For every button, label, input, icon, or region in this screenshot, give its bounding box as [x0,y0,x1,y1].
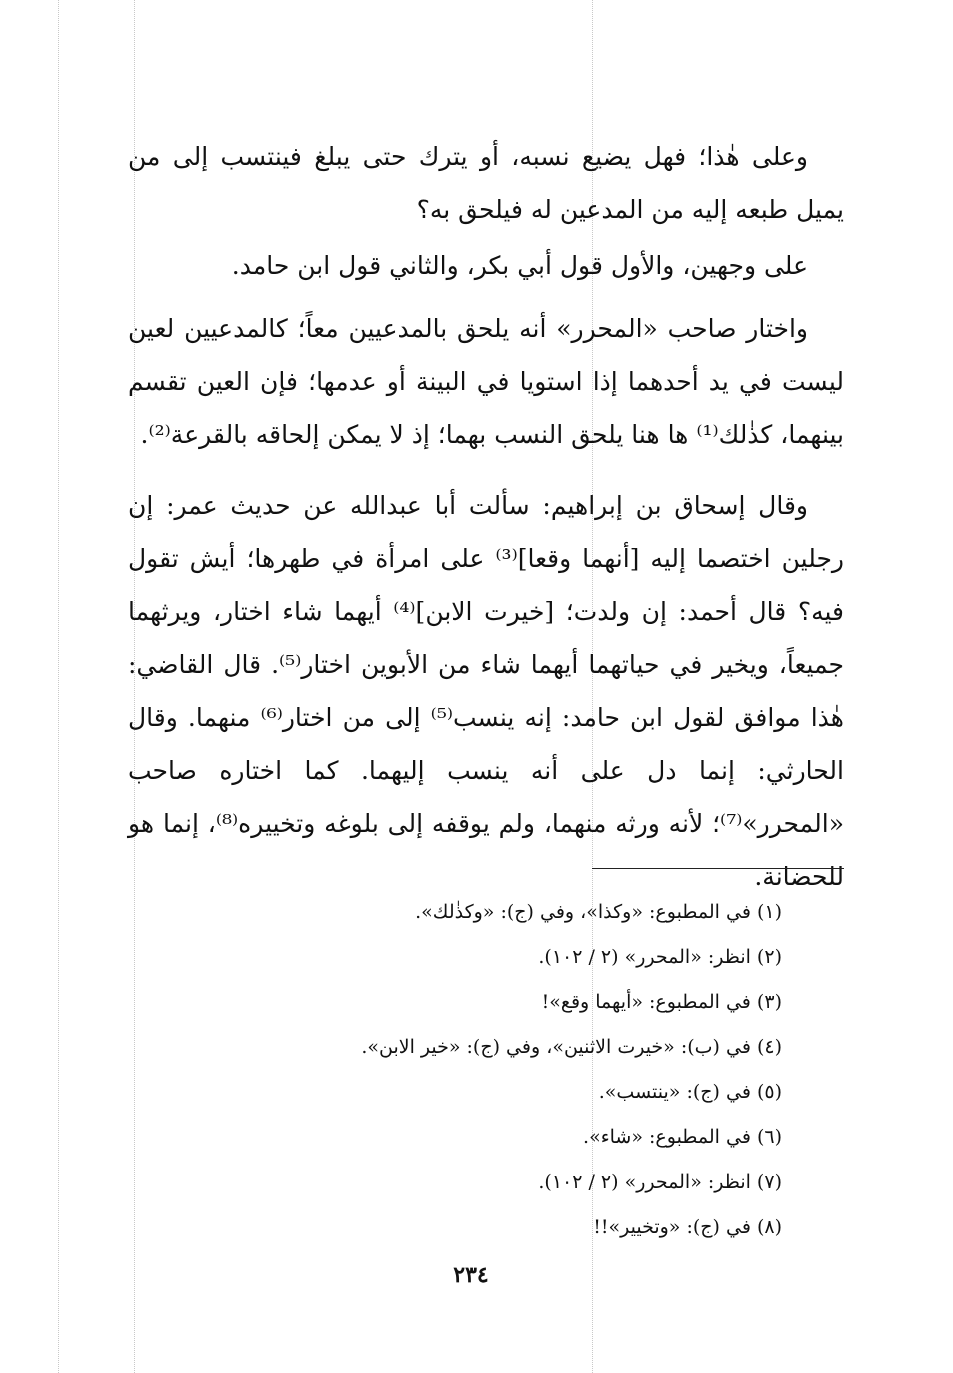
paragraph: وعلى هٰذا؛ فهل يضيع نسبه، أو يترك حتى يبلغ فينتسب إلى من يميل طبعه إليه من المدعين له فيلحق به؟ [128,142,844,224]
footnote: (٣) في المطبوع: «أيهما وقع»! [541,991,782,1013]
paragraph: واختار صاحب «المحرر» أنه يلحق بالمدعيين معاً؛ كالمدعيين لعين ليست في يد أحدهما إذا استويا في البينة أو عدمها؛ فإن العين تقسم بينهما، كذٰلك⁽¹⁾ ها هنا يلحق النسب بهما؛ إذ لا يمكن إلحاقه بالقرعة⁽²⁾. [128,314,844,449]
footnote: (٧) انظر: «المحرر» (٢ / ١٠٢). [538,1171,782,1193]
scan-guide-line [58,0,59,1373]
footnote-separator [592,868,844,869]
paragraph: وقال إسحاق بن إبراهيم: سألت أبا عبدالله عن حديث عمر: إن رجلين اختصما إليه [أنهما وقعا]⁽³⁾ على امرأة في طهرها؛ أيش تقول فيه؟ قال أحمد: إن ولدت؛ [خيرت الابن]⁽⁴⁾ أيهما شاء اختار، ويرثهما جميعاً، ويخير في حياتهما أيهما شاء من الأبوين اختار⁽⁵⁾. قال القاضي: هٰذا موافق لقول ابن حامد: إنه ينسب⁽⁵⁾ إلى من اختار⁽⁶⁾ منهما. وقال الحارثي: إنما دل على أنه ينسب إليهما. كما اختاره صاحب «المحرر»⁽⁷⁾؛ لأنه ورثه منهما، ولم يوقفه إلى بلوغه وتخييره⁽⁸⁾، إنما هو للحضانة. [128,491,845,891]
page-number: ٢٣٤ [453,1262,489,1288]
footnote: (٤) في (ب): «خيرت الاثنين»، وفي (ج): «خير الابن». [361,1036,782,1058]
footnote: (١) في المطبوع: «وكذا»، وفي (ج): «وكذٰلك». [415,901,782,923]
footnote: (٥) في (ج): «ينتسب». [598,1081,782,1103]
footnotes-list [200,890,782,1250]
footnote: (٨) في (ج): «وتخيير»!! [593,1216,782,1238]
paragraph: على وجهين، والأول قول أبي بكر، والثاني قول ابن حامد. [231,251,808,280]
footnote: (٦) في المطبوع: «شاء». [583,1126,782,1148]
footnote: (٢) انظر: «المحرر» (٢ / ١٠٢). [538,946,782,968]
main-text [128,130,844,903]
